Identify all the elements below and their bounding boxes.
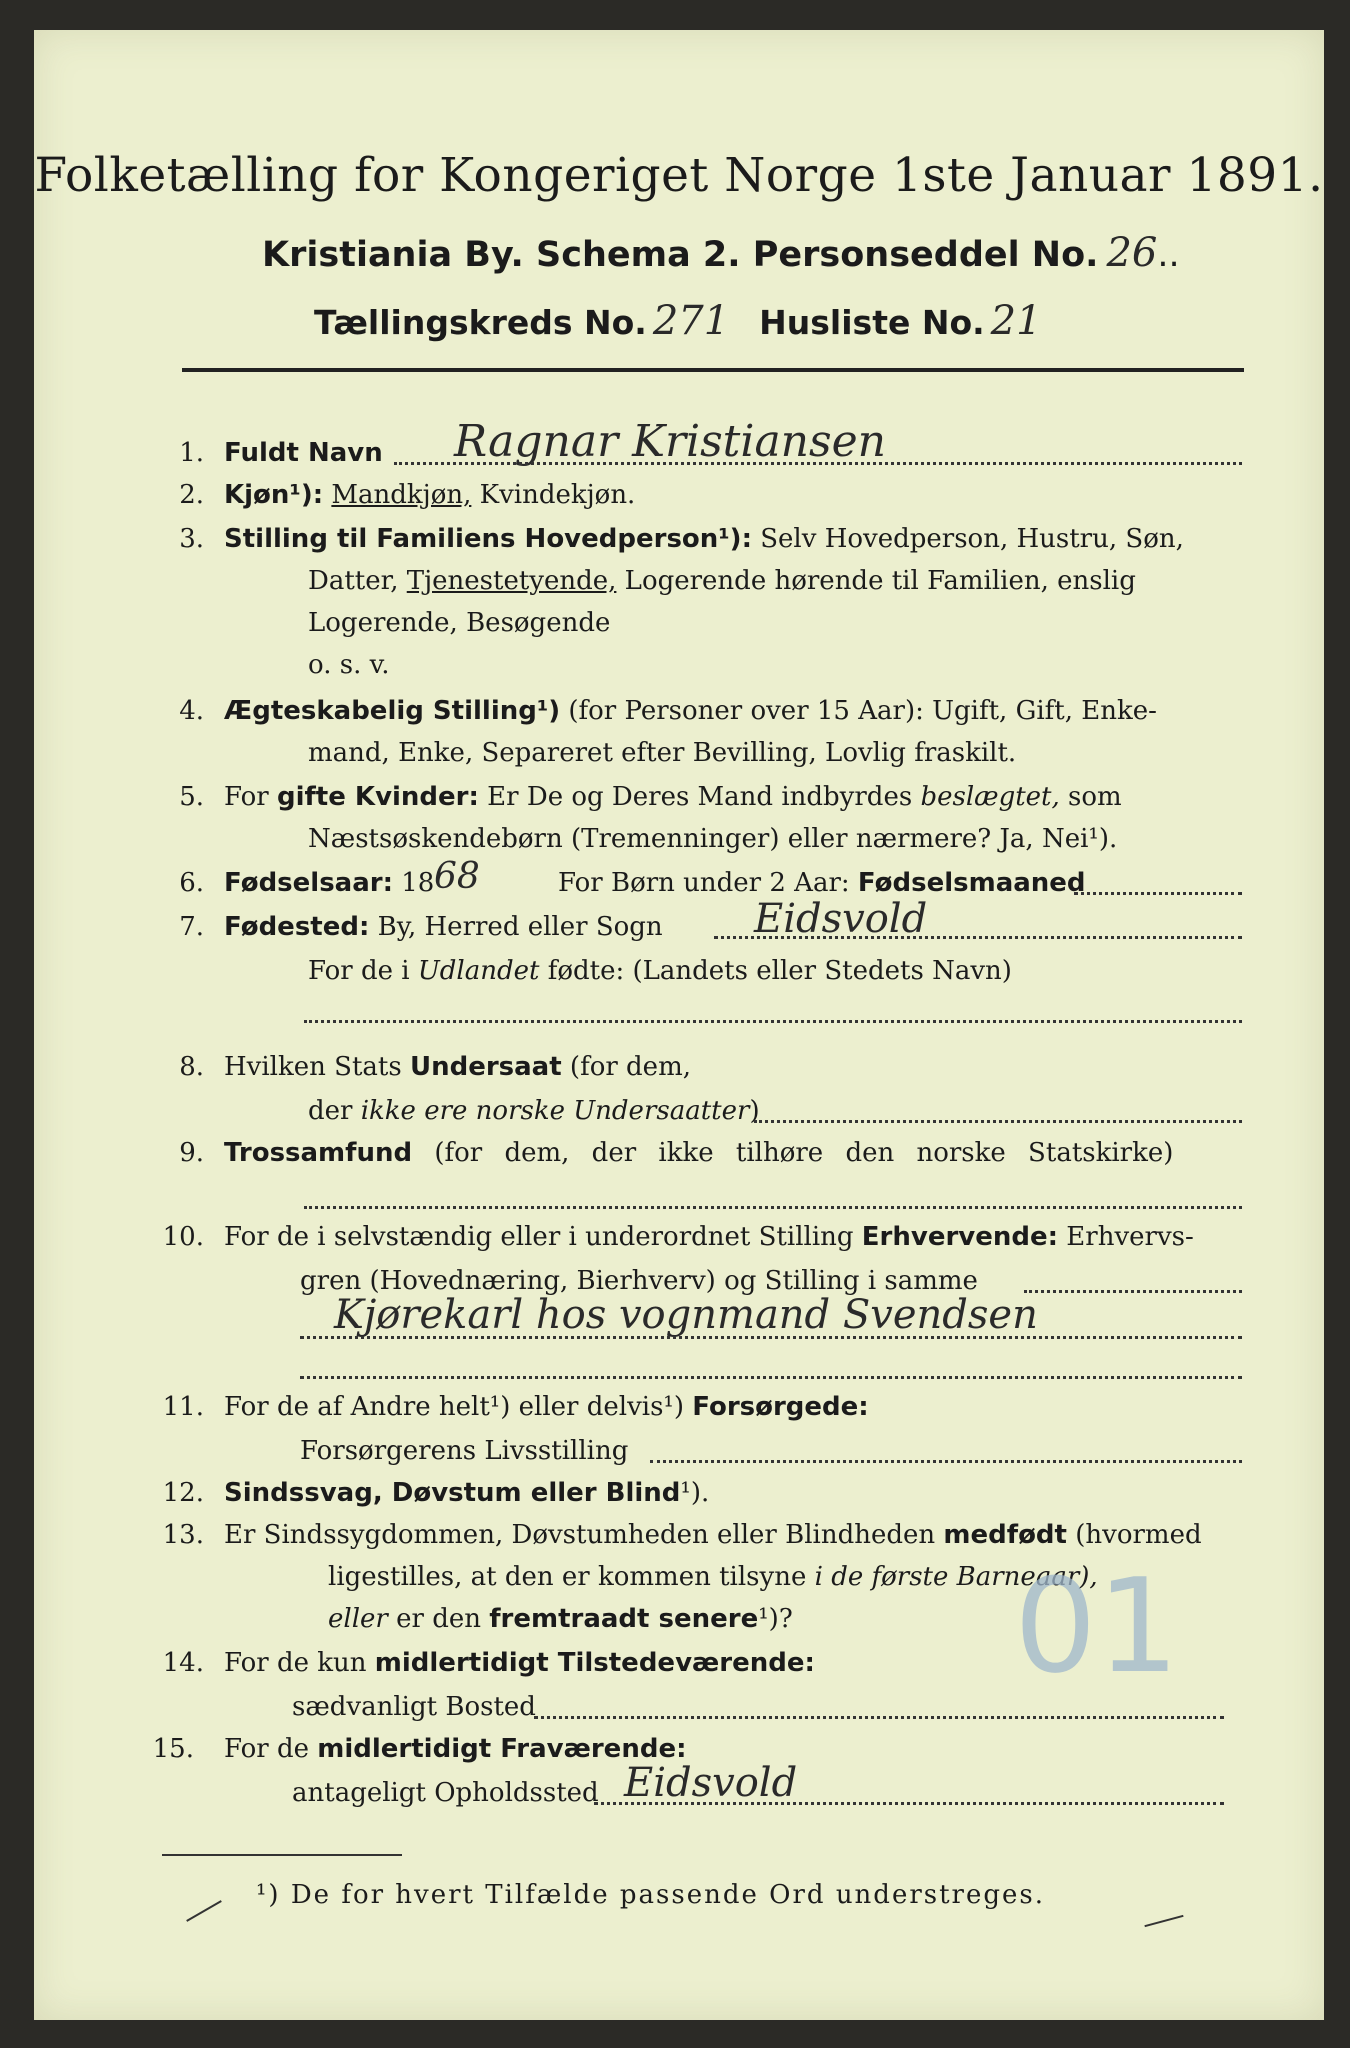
footnote: ¹) De for hvert Tilfælde passende Ord understreges.: [256, 1880, 1046, 1910]
q3-number: 3.: [179, 524, 204, 554]
q15-dotted-line: [594, 1802, 1224, 1805]
q6-number: 6.: [179, 868, 204, 898]
q15-line2: antageligt Opholdssted: [292, 1778, 599, 1808]
q10-dotted-line-1: [1024, 1290, 1242, 1293]
q1-dotted-line: [394, 462, 1242, 465]
q5-beslaegtet: beslægtet,: [920, 782, 1060, 812]
q11-label: Forsørgede:: [692, 1392, 869, 1422]
q8-label: Undersaat: [409, 1052, 562, 1082]
q14-number: 14.: [162, 1648, 204, 1678]
q8-for-dem: (for dem,: [569, 1052, 691, 1082]
q15-answer: Eidsvold: [624, 1760, 798, 1806]
q8-paren: ): [749, 1096, 760, 1126]
q13-er-den: er den: [396, 1604, 481, 1634]
kreds-label: Tællingskreds No.: [314, 303, 647, 342]
q10-label: Erhvervende:: [861, 1222, 1059, 1252]
schema-line-text: Kristiania By. Schema 2. Personseddel No.: [262, 235, 1099, 275]
q9-label: Trossamfund: [224, 1138, 413, 1168]
q14-dotted-line: [534, 1716, 1224, 1719]
q7-number: 7.: [179, 912, 204, 942]
q11-line2: Forsørgerens Livsstilling: [300, 1436, 629, 1466]
q9-dotted-line: [304, 1206, 1242, 1209]
q3-line2: [308, 566, 1136, 596]
q1-label: Fuldt Navn: [224, 438, 383, 468]
q13-line3: [328, 1604, 793, 1634]
q6-century: 18: [401, 868, 435, 898]
husliste-number: 21: [990, 298, 1042, 344]
q7-dotted-line: [714, 936, 1242, 939]
q7-for-de-i: For de i: [308, 956, 410, 986]
q12-label: Sindssvag, Døvstum eller Blind: [224, 1478, 681, 1508]
q9-text: (for dem, der ikke tilhøre den norske Statskirke): [434, 1138, 1174, 1168]
q10-erhvervs: Erhvervs-: [1066, 1222, 1194, 1252]
q3-tjenestetyende: Tjenestetyende,: [406, 566, 617, 596]
q14-text: For de kun: [224, 1648, 367, 1678]
q11-number: 11.: [162, 1392, 204, 1422]
q12-suffix: ¹).: [680, 1478, 710, 1508]
q3-label: Stilling til Familiens Hovedperson¹):: [224, 524, 752, 554]
q13-text: Er Sindssygdommen, Døvstumheden eller Blindheden: [224, 1520, 936, 1550]
q11-dotted-line: [650, 1460, 1242, 1463]
q6-mid: For Børn under 2 Aar:: [558, 868, 850, 898]
q10-answer: Kjørekarl hos vognmand Svendsen: [334, 1292, 1038, 1338]
q5-for: For: [224, 782, 269, 812]
q13-number: 13.: [162, 1520, 204, 1550]
q7-answer: Eidsvold: [754, 896, 928, 942]
census-form: [34, 30, 1324, 2020]
q5-label: gifte Kvinder:: [276, 782, 479, 812]
q13-hvormed: (hvormed: [1075, 1520, 1202, 1550]
q4-line2: mand, Enke, Separeret efter Bevilling, Lovlig fraskilt.: [308, 738, 1017, 768]
q9-number: 9.: [179, 1138, 204, 1168]
q13-suffix: ¹)?: [758, 1604, 793, 1634]
q7-landets-text: fødte: (Landets eller Stedets Navn): [547, 956, 1012, 986]
q15-text: For de: [224, 1734, 309, 1764]
q7-line1: By, Herred eller Sogn: [377, 912, 663, 942]
q3-logerende: Logerende hørende til Familien, enslig: [624, 566, 1136, 596]
blue-stamp: 01: [1014, 1550, 1180, 1702]
q5-line2: Næstsøskendebørn (Tremenninger) eller nærmere? Ja, Nei¹).: [308, 824, 1118, 854]
husliste-label: Husliste No.: [759, 303, 985, 342]
kreds-number: 271: [652, 298, 730, 344]
q10-dotted-line-2: [300, 1336, 1242, 1339]
q8-ikke-norske: ikke ere norske Undersaatter: [360, 1096, 750, 1126]
q6-label: Fødselsaar:: [224, 868, 393, 898]
q3-line3: Logerende, Besøgende: [308, 608, 611, 638]
q8-der: der: [308, 1096, 353, 1126]
q10-line2: gren (Hovednæring, Bierhverv) og Stilling i samme: [300, 1266, 978, 1296]
q7-label: Fødested:: [224, 912, 370, 942]
q13-ligestilles: ligestilles, at den er kommen tilsyne: [328, 1562, 807, 1592]
q6-month-dotted-line: [1074, 892, 1242, 895]
person-number: 26: [1106, 230, 1158, 276]
q11-text: For de af Andre helt¹) eller delvis¹): [224, 1392, 684, 1422]
q5-som: som: [1068, 782, 1122, 812]
q2-option-female: Kvindekjøn.: [479, 480, 636, 510]
q7-foreign-dotted-line: [304, 1020, 1242, 1023]
form-title: Folketælling for Kongeriget Norge 1ste Januar 1891.: [34, 148, 1324, 203]
q8-line2: [308, 1096, 760, 1126]
q1-number: 1.: [179, 438, 204, 468]
q6-infant-text: [558, 868, 1086, 898]
q4-label: Ægteskabelig Stilling¹): [224, 696, 561, 726]
q8-number: 8.: [179, 1052, 204, 1082]
q8-hvilken: Hvilken Stats: [224, 1052, 402, 1082]
district-line: [314, 298, 1042, 344]
q15-number: 15.: [152, 1734, 194, 1764]
q13-fremtraadt: fremtraadt senere: [489, 1604, 759, 1634]
q7-line2: [308, 956, 1012, 986]
q5-text: Er De og Deres Mand indbyrdes: [487, 782, 913, 812]
q13-medfodt: medfødt: [943, 1520, 1067, 1550]
footnote-rule: [162, 1854, 402, 1856]
q12-number: 12.: [162, 1478, 204, 1508]
q14-label: midlertidigt Tilstedeværende:: [374, 1648, 815, 1678]
q4-number: 4.: [179, 696, 204, 726]
q6-birth-year: 68: [434, 856, 480, 897]
q2-number: 2.: [179, 480, 204, 510]
q13-eller: eller: [328, 1604, 388, 1634]
q3-line4: o. s. v.: [308, 650, 390, 680]
q1-answer: Ragnar Kristiansen: [454, 416, 886, 467]
q4-line1: (for Personer over 15 Aar): Ugift, Gift, Enke-: [568, 696, 1157, 726]
q8-dotted-line: [754, 1120, 1242, 1123]
q5-number: 5.: [179, 782, 204, 812]
margin-mark-right: [1144, 1915, 1183, 1927]
q10-number: 10.: [162, 1222, 204, 1252]
q10-text: For de i selvstændig eller i underordnet Stilling: [224, 1222, 854, 1252]
margin-mark-left: [186, 1900, 222, 1922]
q13-barneaar: i de første Barneaar),: [814, 1562, 1098, 1592]
q2-label: Kjøn¹):: [224, 480, 324, 510]
q14-line2: sædvanligt Bosted: [292, 1692, 536, 1722]
q3-datter: Datter,: [308, 566, 399, 596]
q13-line2: [328, 1562, 1098, 1592]
q3-line1: Selv Hovedperson, Hustru, Søn,: [760, 524, 1184, 554]
q2-option-male: Mandkjøn,: [331, 480, 472, 510]
schema-line: Kristiania By. Schema 2. Personseddel No. 26..: [262, 230, 1180, 276]
q15-label: midlertidigt Fraværende:: [317, 1734, 687, 1764]
q10-dotted-line-3: [300, 1376, 1242, 1379]
q6-month-label: Fødselsmaaned: [857, 868, 1086, 898]
header-rule: [182, 368, 1244, 372]
q7-udlandet: Udlandet: [417, 956, 540, 986]
